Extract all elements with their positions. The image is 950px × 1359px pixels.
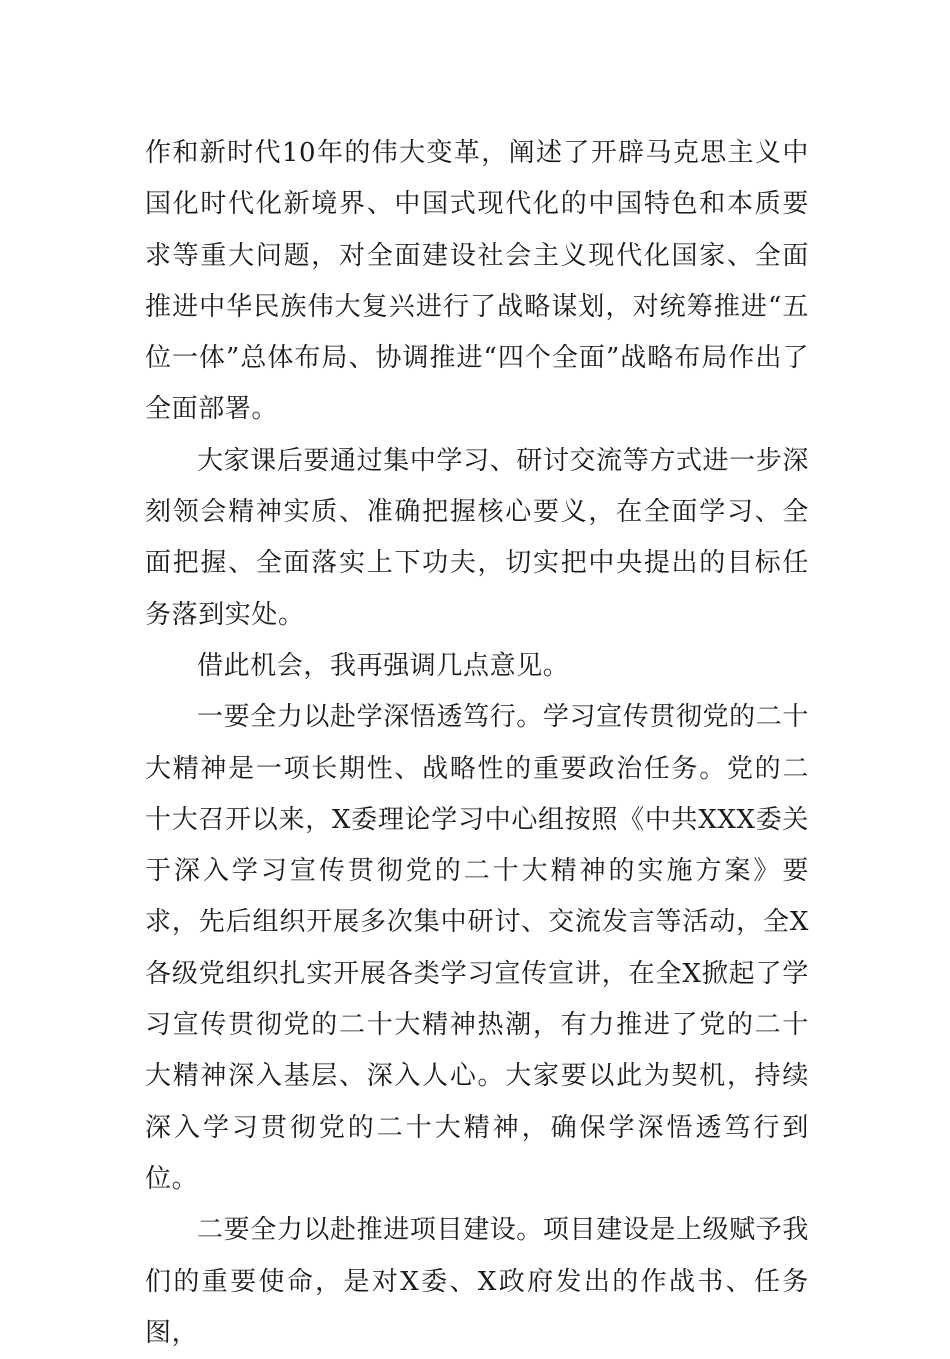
document-body [145,128,809,1359]
paragraph-point-one: 一要全力以赴学深悟透笃行。学习宣传贯彻党的二十大精神是一项长期性、战略性的重要政治任务。党的二十大召开以来，X委理论学习中心组按照《中共XXX委关于深入学习宣传贯彻党的二十大精神的实施方案》要求，先后组织开展多次集中研讨、交流发言等活动，全X各级党组织扎实开展各类学习宣传宣讲，在全X掀起了学习宣传贯彻党的二十大精神热潮，有力推进了党的二十大精神深入基层、深入人心。大家要以此为契机，持续深入学习贯彻党的二十大精神，确保学深悟透笃行到位。 [145,702,809,1194]
paragraph-opinions-intro: 借此机会，我再强调几点意见。 [197,650,570,681]
paragraph-continuation: 作和新时代10年的伟大变革，阐述了开辟马克思主义中国化时代化新境界、中国式现代化的中国特色和本质要求等重大问题，对全面建设社会主义现代化国家、全面推进中华民族伟大复兴进行了战略谋划，对统筹推进“五位一体”总体布局、协调推进“四个全面”战略布局作出了全面部署。 [145,138,809,425]
paragraph-study-requirement: 大家课后要通过集中学习、研讨交流等方式进一步深刻领会精神实质、准确把握核心要义，在全面学习、全面把握、全面落实上下功夫，切实把中央提出的目标任务落到实处。 [145,445,809,630]
paragraph-point-two: 二要全力以赴推进项目建设。项目建设是上级赋予我们的重要使命，是对X委、X政府发出的作战书、任务图， [145,1215,809,1348]
